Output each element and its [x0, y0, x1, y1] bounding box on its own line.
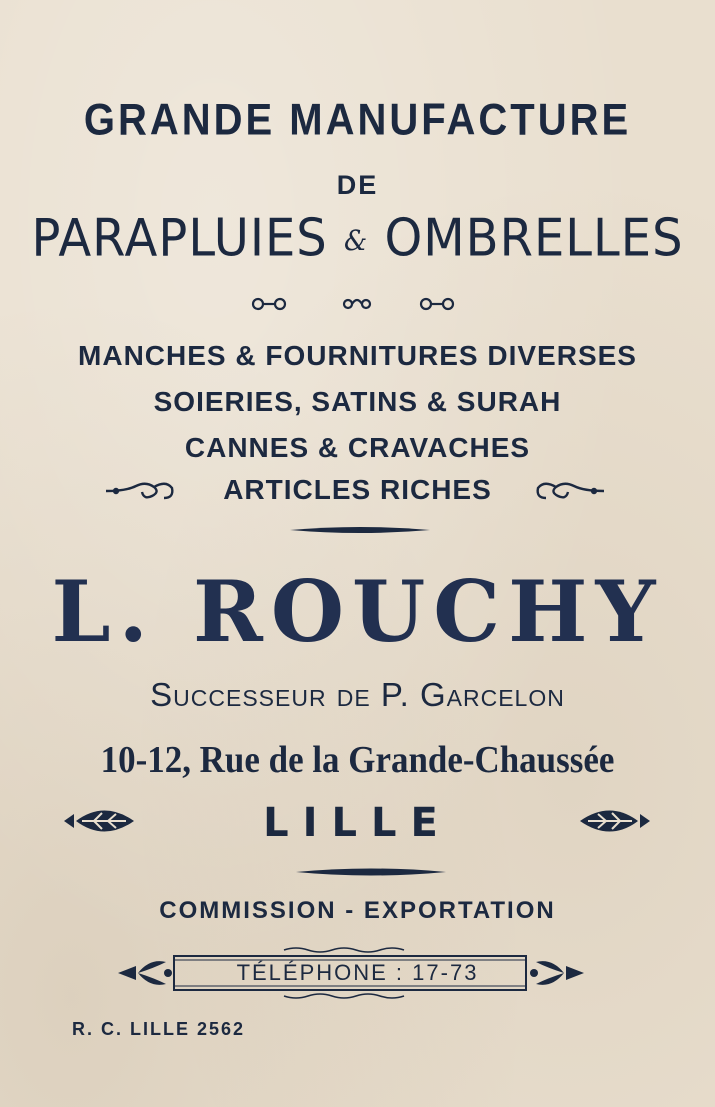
scroll-ornament-row-icon: [248, 294, 468, 314]
product-line-manches: MANCHES & FOURNITURES DIVERSES: [78, 340, 637, 371]
street-address: 10-12, Rue de la Grande-Chaussée: [100, 739, 615, 781]
title-grande-manufacture: GRANDE MANUFACTURE: [83, 95, 632, 145]
flourish-left-icon: [106, 478, 176, 504]
product-line-soieries: SOIERIES, SATINS & SURAH: [153, 386, 562, 417]
divider-rule-icon: [290, 524, 430, 536]
title-parapluies: PARAPLUIES: [31, 207, 328, 269]
title-parapluies-ombrelles: [0, 208, 715, 268]
title-ampersand: &: [344, 225, 369, 258]
city-name: LILLE: [263, 800, 452, 846]
successor-line: Successeur de P. Garcelon: [150, 676, 565, 713]
product-line-cannes: CANNES & CRAVACHES: [184, 432, 531, 463]
commission-exportation: COMMISSION - EXPORTATION: [159, 897, 556, 924]
product-line-articles: ARTICLES RICHES: [223, 474, 492, 505]
title-ombrelles: OMBRELLES: [384, 207, 684, 269]
divider-wave-icon: [296, 866, 446, 878]
owner-name: L. ROUCHY: [51, 562, 664, 661]
registry-number: R. C. LILLE 2562: [72, 1019, 246, 1039]
title-de: DE: [336, 170, 379, 200]
flourish-right-icon: [534, 478, 604, 504]
telephone-number: TÉLÉPHONE : 17-73: [236, 960, 479, 985]
